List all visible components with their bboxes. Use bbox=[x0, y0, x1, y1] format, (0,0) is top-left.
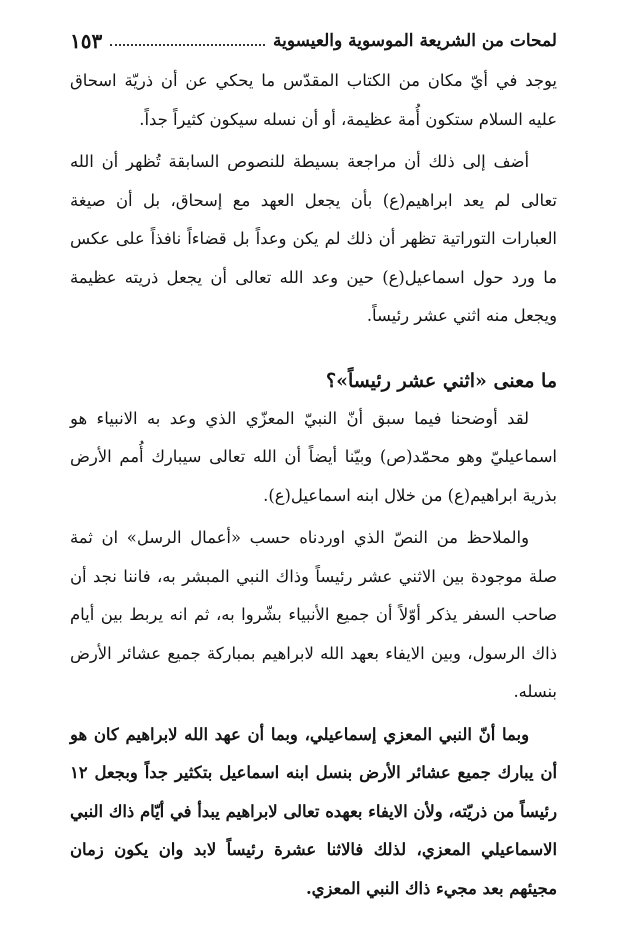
paragraph-2: أضف إلى ذلك أن مراجعة بسيطة للنصوص السابقة تُظهر أن الله تعالى لم يعد ابراهيم(ع) بأن يجعل العهد مع إسحاق، بل أن صيغة العبارات التوراتية تظهر أن ذلك لم يكن وعداً بل قضاءاً نافذاً على عكس ما ورد حول اسماعيل(ع) حين وعد الله تعالى أن يجعل ذريته عظيمة ويجعل منه اثني عشر رئيساً. bbox=[70, 152, 557, 325]
paragraph-1: يوجد في أيّ مكان من الكتاب المقدّس ما يحكي عن أن ذريّة اسحاق عليه السلام ستكون أُمة عظيمة، أو أن نسله سيكون كثيراً جداً. bbox=[70, 71, 557, 129]
section-heading: ما معنى «اثني عشر رئيساً»؟ bbox=[325, 369, 557, 392]
page-body bbox=[70, 62, 557, 908]
section-paragraph-2: والملاحظ من النصّ الذي اوردناه حسب «أعمال الرسل» ان ثمة صلة موجودة بين الاثني عشر رئيساً وذاك النبي المبشر به، فاننا نجد أن صاحب السفر يذكر أوّلاً أن جميع الأنبياء بشّروا به، ثم انه يربط بين أيام ذاك الرسول، وبين الايفاء بعهد الله لابراهيم بمباركة جميع عشائر الأرض بنسله. bbox=[70, 528, 557, 701]
dotted-leader bbox=[110, 44, 265, 46]
section-paragraph-3: وبما أنّ النبي المعزي إسماعيلي، وبما أن عهد الله لابراهيم كان هو أن يبارك جميع عشائر الأرض بنسل ابنه اسماعيل بتكثير جداً وبجعل ١٢ رئيساً من ذريّته، ولأن الايفاء بعهده تعالى لابراهيم يبدأ في أيّام ذاك النبي الاسماعيلي المعزي، لذلك فالاثنا عشرة رئيساً لابد وان يكون زمان مجيئهم بعد مجيء ذاك النبي المعزي. bbox=[70, 724, 557, 898]
page-header bbox=[70, 26, 557, 57]
running-title: لمحات من الشريعة الموسوية والعيسوية bbox=[272, 31, 557, 51]
page-number: ١٥٣ bbox=[70, 29, 103, 53]
section-paragraph-1: لقد أوضحنا فيما سبق أنّ النبيّ المعزّي الذي وعد به الانبياء هو اسماعيليّ وهو محمّد(ص) وبيّنا أيضاً أن الله تعالى سيبارك أُمم الأرض بذرية ابراهيم(ع) من خلال ابنه اسماعيل(ع). bbox=[70, 408, 557, 505]
